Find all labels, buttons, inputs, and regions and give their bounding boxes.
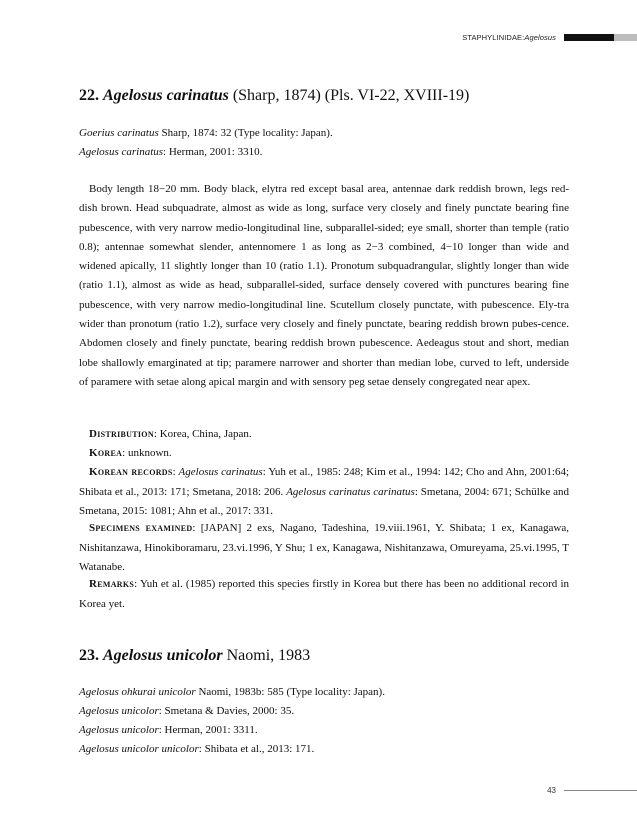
species-22-author: (Sharp, 1874) (Pls. VI-22, XVIII-19) (228, 87, 470, 104)
species-22-title (79, 87, 469, 105)
specimens-paragraph: Specimens examined: [JAPAN] 2 exs, Nagano, Tadeshina, 19.viii.1961, Y. Shibata; 1 ex, Kanagawa, Nishitanzawa, Hinokiboramaru, 23.vi.1996, Y Shu; 1 ex, Kanagawa, Nishitanzawa, Omureyama, 25.vi.1995, T Watanabe. (79, 522, 569, 573)
synonym-line: Agelosus carinatus: Herman, 2001: 3310. (79, 146, 263, 158)
footer-rule (564, 790, 637, 791)
species-23-author: Naomi, 1983 (222, 647, 311, 664)
korea-paragraph: Korea: unknown. (89, 447, 172, 459)
page-number: 43 (547, 786, 556, 795)
running-head-bar-dark (564, 34, 614, 41)
running-head-genus: Agelosus (524, 33, 556, 42)
species-23-name: Agelosus unicolor (103, 647, 223, 664)
distribution-paragraph: Distribution: Korea, China, Japan. (89, 428, 252, 440)
species-22-name: Agelosus carinatus (103, 87, 229, 104)
remarks-paragraph: Remarks: Yuh et al. (1985) reported this species firstly in Korea but there has been no additional record in Korea yet. (79, 578, 569, 610)
synonym-line: Agelosus unicolor: Herman, 2001: 3311. (79, 724, 258, 736)
synonym-line: Agelosus unicolor: Smetana & Davies, 2000: 35. (79, 705, 295, 717)
synonym-line: Agelosus ohkurai unicolor Naomi, 1983b: 585 (Type locality: Japan). (79, 686, 385, 698)
synonym-line: Goerius carinatus Sharp, 1874: 32 (Type locality: Japan). (79, 127, 333, 139)
species-23-number: 23. (79, 647, 99, 664)
running-head-bar-light (614, 34, 637, 41)
species-22-number: 22. (79, 87, 99, 104)
korean-records-paragraph: Korean records: Agelosus carinatus: Yuh et al., 1985: 248; Kim et al., 1994: 142; Cho and Ahn, 2001:64; Shibata et al., 2013: 171; Smetana, 2018: 206. Agelosus carinatus carinatus: Smetana, 2004: 671; Schülke and Smetana, 2015: 1081; Ahn et al., 2017: 331. (79, 466, 570, 517)
running-head-family: STAPHYLINIDAE: (462, 33, 525, 42)
synonym-line: Agelosus unicolor unicolor: Shibata et al., 2013: 171. (79, 743, 315, 755)
species-22-description: Body length 18−20 mm. Body black, elytra red except basal area, antennae dark reddish brown, legs red-dish brown. Head subquadrate, almost as wide as long, surface very closely and finely punctate bearing fine pubescence, with very narrow medio-longitudinal line, subparallel-sided; eye small, shorter than temple (ratio 0.8); antennae somewhat slender, antennomere 1 as long as 2−3 combined, 4−10 longer than wide and widened apically, 11 slightly longer than 10 (ratio 1.1). Pronotum subquadrangular, slightly longer than wide (ratio 1.1), almost as wide as head, subparallel-sided, surface densely covered with punctures bearing fine pubescence, with very narrow medio-longitudinal line. Scutellum closely punctate, with pubescence. Ely-tra wider than pronotum (ratio 1.2), surface very closely and finely punctate, bearing reddish brown pubes-cence. Abdomen closely and finely punctate, bearing reddish brown pubescence. Aedeagus stout and short, median lobe shallowly emarginated at tip; paramere narrower and shorter than median lobe, curved to left, underside of paramere with setae along apical margin and with sensory peg setae densely congregated near apex. (79, 183, 569, 388)
page-footer (547, 786, 637, 795)
species-23-title (79, 647, 310, 665)
running-head (462, 33, 637, 42)
